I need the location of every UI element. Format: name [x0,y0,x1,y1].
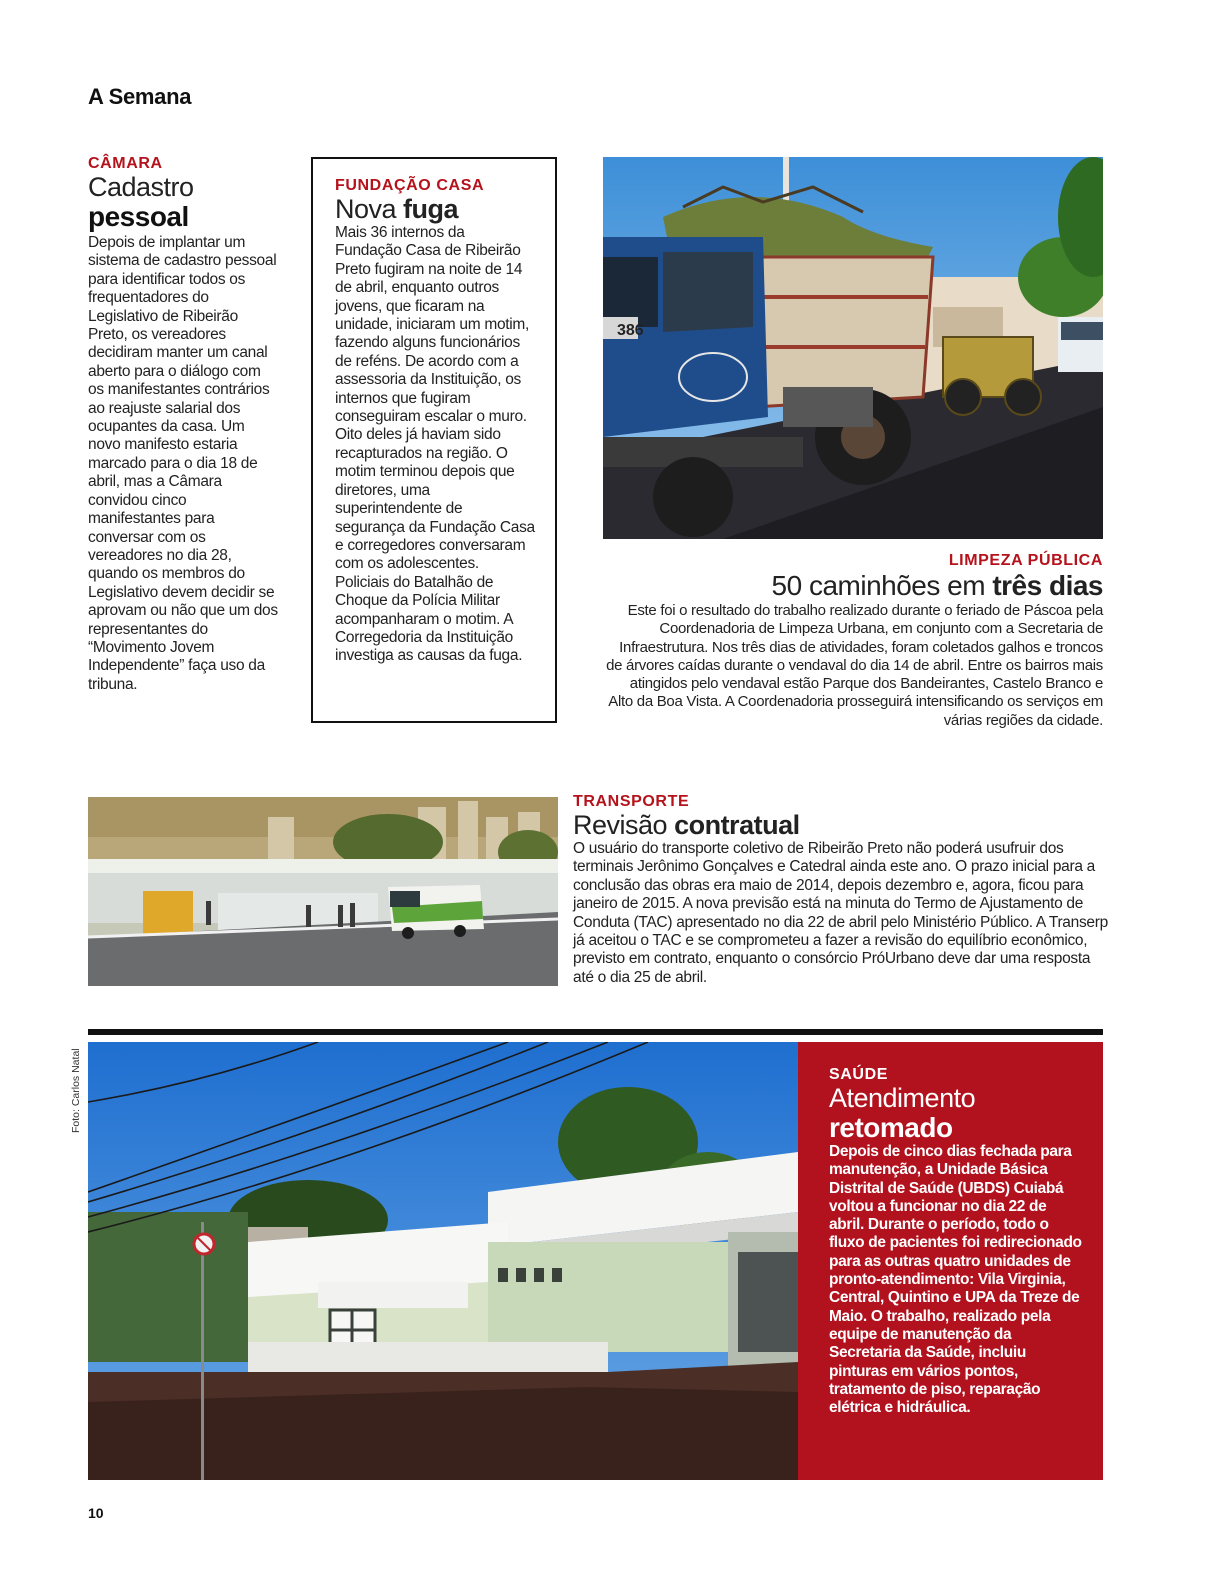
headline-bold: três dias [992,570,1103,601]
article-body: Este foi o resultado do trabalho realizado durante o feriado de Páscoa pela Coordenadoria de Limpeza Urbana, em conjunto com a Secretaria de Infraestrutura. Nos três dias de atividades, foram coletados galhos e troncos de árvores caídas durante o vendaval do dia 14 de abril. Entre os bairros mais atingidos pelo vendaval estão Parque dos Bandeirantes, Castelo Branco e Alto da Boa Vista. A Coordenadoria prosseguirá intensificando os serviços em várias regiões da cidade. [606,602,1103,729]
headline-light: Cadastro [88,172,194,202]
headline [603,570,1103,602]
article-kicker: TRANSPORTE [573,793,690,810]
article-camara [88,155,278,694]
photo-credit-text: Foto: Carlos Natal [70,1048,82,1133]
headline [573,811,1108,840]
truck-number: 386 [617,322,644,339]
article-transporte [573,793,1108,987]
article-fundacao-casa [311,157,557,723]
article-limpeza-publica [603,552,1103,730]
article-kicker: FUNDAÇÃO CASA [335,177,485,194]
article-body: O usuário do transporte coletivo de Ribeirão Preto não poderá usufruir dos terminais Jerônimo Gonçalves e Catedral ainda este ano. O prazo inicial para a conclusão das obras era maio de 2014, depois dezembro e, agora, ficou para janeiro de 2015. A nova previsão está na minuta do Termo de Ajustamento de Conduta (TAC) apresentado no dia 22 de abril pelo Ministério Público. A Transerp já aceitou o TAC e se comprometeu a fazer a revisão do equilíbrio econômico, previsto em contrato, enquanto o consórcio PróUrbano deve dar uma resposta até o dia 25 de abril. [573,840,1108,986]
headline-light: Revisão [573,810,668,840]
article-body: Mais 36 internos da Fundação Casa de Ribeirão Preto fugiram na noite de 14 de abril, enquanto outros jovens, que ficaram na unidade, iniciaram um motim, fazendo alguns funcionários de reféns. De acordo com a assessoria da Instituição, os internos que fugiram conseguiram escalar o muro. Oito deles já haviam sido recapturados na região. O motim terminou depois que diretores, uma superintendente de segurança da Fundação Casa e corregedores conversaram com os adolescentes. Policiais do Batalhão de Choque da Polícia Militar acompanharam o motim. A Corregedoria da Instituição investiga as causas da fuga. [335,224,535,665]
headline-bold: pessoal [88,201,189,232]
article-kicker: LIMPEZA PÚBLICA [948,552,1103,569]
headline-bold: contratual [674,810,800,840]
headline-light: 50 caminhões em [771,570,986,601]
health-unit-building-photo [88,1042,798,1480]
headline-light: Atendimento [829,1083,976,1113]
article-body: Depois de cinco dias fechada para manutenção, a Unidade Básica Distrital de Saúde (UBDS) Cuiabá voltou a funcionar no dia 22 de abril. Durante o período, todo o fluxo de pacientes foi redirecionado para as outras quatro unidades de pronto-atendimento: Vila Virginia, Central, Quintino e UPA da Treze de Maio. O trabalho, realizado pela equipe de manutenção da Secretaria da Saúde, incluiu pinturas em vários pontos, tratamento de piso, reparação elétrica e hidráulica. [829,1143,1082,1417]
photo-credit [66,1045,84,1135]
headline-bold: retomado [829,1112,953,1143]
article-body: Depois de implantar um sistema de cadastro pessoal para identificar todos os frequentadores do Legislativo de Ribeirão Preto, os vereadores decidiram manter um canal aberto para o diálogo com os manifestantes contrários ao reajuste salarial dos ocupantes da casa. Um novo manifesto estaria marcado para o dia 18 de abril, mas a Câmara convidou cinco manifestantes para conversar com os vereadores no dia 28, quando os membros do Legislativo devem decidir se aprovam ou não que um dos representantes do “Movimento Jovem Independente” faça uso da tribuna. [88,234,278,693]
garbage-truck-photo [603,157,1103,539]
headline-light: Nova [335,194,397,224]
article-kicker: SAÚDE [829,1066,889,1083]
page-number: 10 [88,1505,104,1521]
section-title: A Semana [88,84,192,109]
section-rule [88,1029,1103,1035]
headline [335,195,535,224]
bus-terminal-rendering [88,797,558,986]
article-saude [798,1042,1103,1480]
headline-bold: fuga [403,194,459,224]
article-kicker: CÂMARA [88,155,163,172]
